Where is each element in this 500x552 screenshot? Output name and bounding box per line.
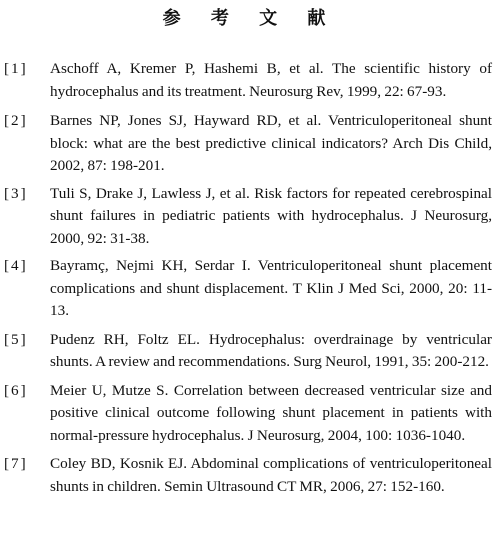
reference-text: Aschoff A, Kremer P, Hashemi B, et al. The scientific history of hydrocephalus and its treatment. Neurosurg Rev, 1999, 22: 67-93.: [50, 60, 492, 100]
reference-number: [2]: [4, 112, 28, 129]
reference-number: [3]: [4, 184, 28, 202]
reference-item-1: [0, 58, 500, 103]
reference-list: [0, 58, 500, 498]
reference-text: Tuli S, Drake J, Lawless J, et al. Risk factors for repeated cerebrospinal shunt failures in pediatric patients with hydrocephalus. J Neurosurg, 2000, 92: 31-38.: [50, 184, 492, 247]
reference-number: [6]: [4, 381, 28, 399]
reference-number: [1]: [4, 60, 28, 77]
reference-text: Barnes NP, Jones SJ, Hayward RD, et al. Ventriculoperitoneal shunt block: what are the best predictive clinical indicators? Arch Dis Child, 2002, 87: 198-201.: [50, 112, 492, 174]
reference-item-5: [0, 329, 500, 374]
reference-item-4: [0, 255, 500, 323]
reference-text: Meier U, Mutze S. Correlation between decreased ventricular size and positive clinical outcome following shunt placement in patients with normal-pressure hydrocephalus. J Neurosurg, 2004, 100: 1036-1040.: [50, 381, 492, 444]
reference-text: Pudenz RH, Foltz EL. Hydrocephalus: overdrainage by ventricular shunts. A review and recommendations. Surg Neurol, 1991, 35: 200-212.: [50, 330, 492, 370]
reference-item-3: [0, 183, 500, 251]
reference-text: Bayramç, Nejmi KH, Serdar I. Ventriculoperitoneal shunt placement complications and shunt displacement. T Klin J Med Sci, 2000, 20: 11-13.: [50, 257, 492, 319]
reference-number: [5]: [4, 330, 28, 348]
reference-number: [4]: [4, 257, 28, 274]
reference-item-6: [0, 380, 500, 448]
reference-item-7: [0, 453, 500, 498]
references-heading: 参 考 文 献: [162, 8, 338, 29]
reference-text: Coley BD, Kosnik EJ. Abdominal complications of ventriculoperitoneal shunts in children. Semin Ultrasound CT MR, 2006, 27: 152-160.: [50, 455, 492, 495]
reference-number: [7]: [4, 455, 28, 472]
reference-item-2: [0, 110, 500, 178]
